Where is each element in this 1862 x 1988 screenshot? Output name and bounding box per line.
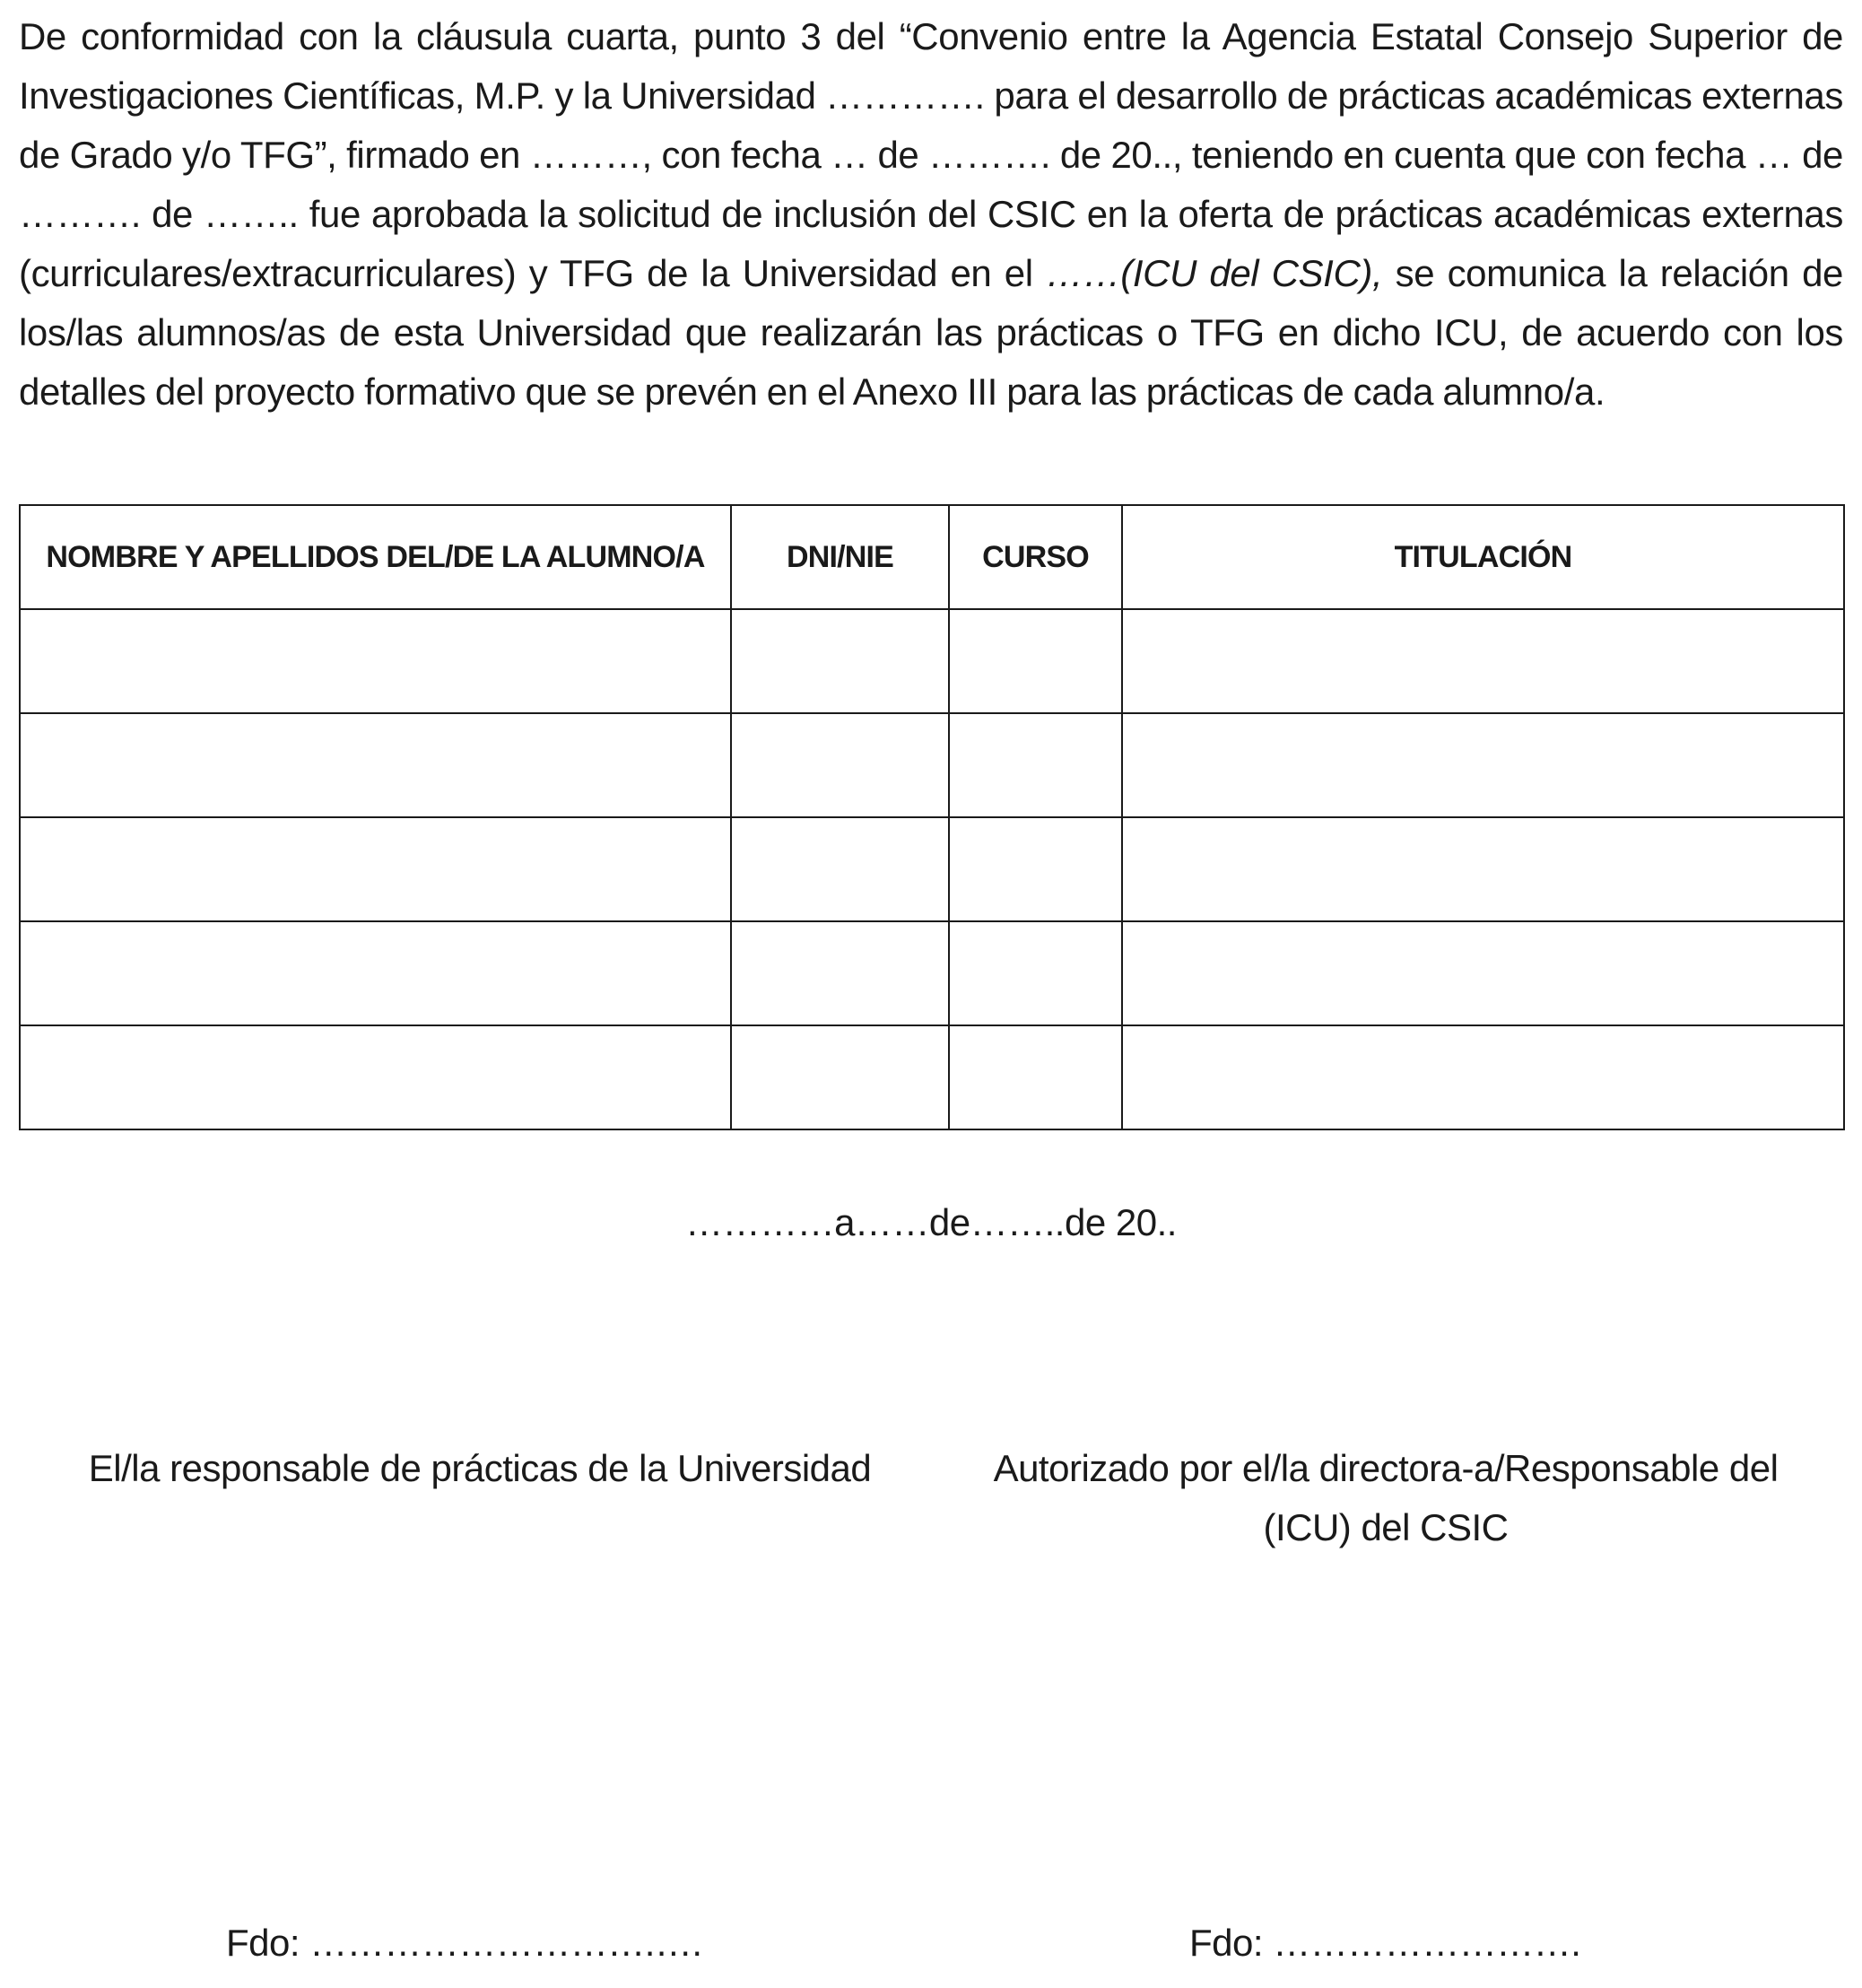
cell-titulacion[interactable] bbox=[1122, 713, 1844, 817]
cell-titulacion[interactable] bbox=[1122, 817, 1844, 921]
cell-nombre[interactable] bbox=[20, 609, 731, 713]
table-row bbox=[20, 609, 1844, 713]
intro-text-icu-placeholder: ……(ICU del CSIC), bbox=[1046, 252, 1383, 294]
intro-text-part1: De conformidad con la cláusula cuarta, punto 3 del “Convenio entre la Agencia Estatal Consejo Superior de Investigaciones Científicas, M.P. y la Universidad …………. para el desarrollo de prácticas académicas externas de Grado y/o TFG”, firmado en ………, con fecha … de ………. de 20.., teniendo en cuenta que con fecha … de ………. de …….. fue aprobada la solicitud de inclusión del CSIC en la oferta de prácticas académicas externas (curriculares/extracurriculares) y TFG de la Universidad en el bbox=[19, 15, 1843, 294]
csic-signatory-title bbox=[978, 1439, 1794, 1557]
cell-titulacion[interactable] bbox=[1122, 609, 1844, 713]
header-titulacion: TITULACIÓN bbox=[1122, 505, 1844, 609]
cell-dni[interactable] bbox=[731, 817, 949, 921]
header-curso: CURSO bbox=[949, 505, 1122, 609]
cell-dni[interactable] bbox=[731, 921, 949, 1025]
csic-signatory-title-line2: (ICU) del CSIC bbox=[1263, 1506, 1509, 1548]
table-header-row bbox=[20, 505, 1844, 609]
cell-dni[interactable] bbox=[731, 713, 949, 817]
intro-text-part2: se comunica la relación de los/las alumnos/as de esta Universidad que realizarán las prácticas o TFG en dicho ICU, de acuerdo con los detalles del proyecto formativo que se prevén en el Anexo III para las prácticas de cada alumno/a. bbox=[19, 252, 1843, 413]
table-row bbox=[20, 1025, 1844, 1129]
university-signatory-title: El/la responsable de prácticas de la Universidad bbox=[88, 1447, 872, 1489]
cell-titulacion[interactable] bbox=[1122, 1025, 1844, 1129]
cell-curso[interactable] bbox=[949, 817, 1122, 921]
csic-signatory-title-line1: Autorizado por el/la directora-a/Responsable del bbox=[993, 1447, 1779, 1489]
header-dni-nie: DNI/NIE bbox=[731, 505, 949, 609]
csic-signature-line: Fdo: ……………………. bbox=[1189, 1922, 1581, 1964]
table-row bbox=[20, 817, 1844, 921]
cell-dni[interactable] bbox=[731, 609, 949, 713]
cell-curso[interactable] bbox=[949, 921, 1122, 1025]
cell-curso[interactable] bbox=[949, 1025, 1122, 1129]
table-row bbox=[20, 713, 1844, 817]
table-row bbox=[20, 921, 1844, 1025]
cell-nombre[interactable] bbox=[20, 1025, 731, 1129]
university-signature-line: Fdo: ……………………….…. bbox=[226, 1922, 702, 1964]
cell-curso[interactable] bbox=[949, 713, 1122, 817]
header-nombre-apellidos: NOMBRE Y APELLIDOS DEL/DE LA ALUMNO/A bbox=[20, 505, 731, 609]
students-table bbox=[19, 504, 1845, 1130]
cell-nombre[interactable] bbox=[20, 817, 731, 921]
cell-titulacion[interactable] bbox=[1122, 921, 1844, 1025]
cell-dni[interactable] bbox=[731, 1025, 949, 1129]
cell-nombre[interactable] bbox=[20, 713, 731, 817]
cell-curso[interactable] bbox=[949, 609, 1122, 713]
cell-nombre[interactable] bbox=[20, 921, 731, 1025]
intro-paragraph bbox=[19, 7, 1843, 422]
place-and-date-line: …………a……de……..de 20.. bbox=[685, 1201, 1177, 1243]
